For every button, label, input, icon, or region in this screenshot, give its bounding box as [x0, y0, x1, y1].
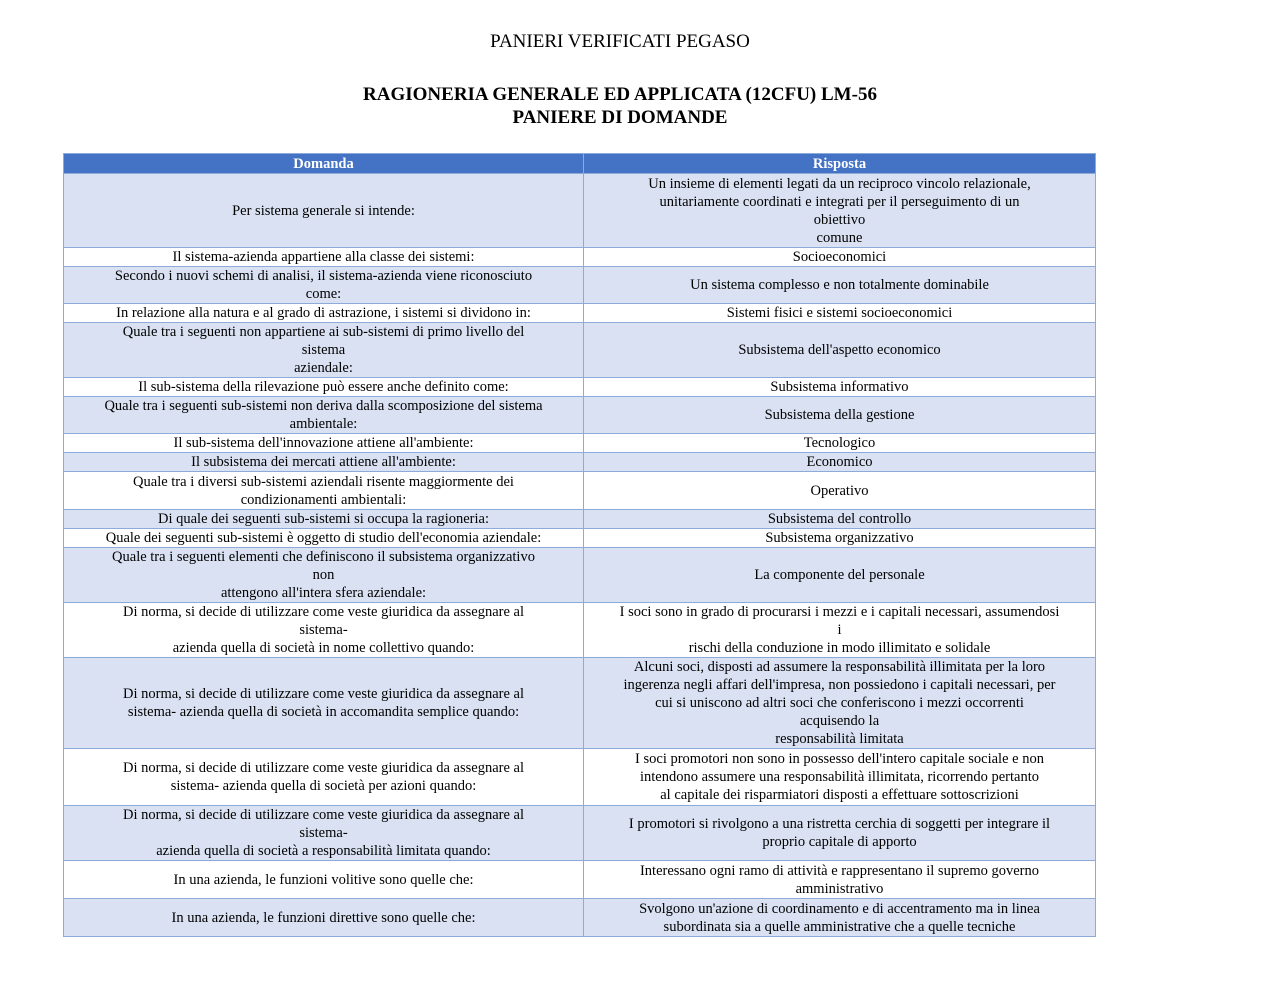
top-title: PANIERI VERIFICATI PEGASO: [490, 31, 750, 52]
question-cell: In una azienda, le funzioni volitive sono quelle che:: [64, 861, 584, 899]
answer-cell: Sistemi fisici e sistemi socioeconomici: [584, 304, 1096, 323]
question-cell: Secondo i nuovi schemi di analisi, il sistema-azienda viene riconosciuto come:: [64, 267, 584, 304]
question-table: [63, 153, 1096, 937]
question-cell: Quale tra i diversi sub-sistemi aziendali risente maggiormente dei condizionamenti ambientali:: [64, 472, 584, 510]
table-row: [64, 434, 1096, 453]
answer-cell: I soci promotori non sono in possesso dell'intero capitale sociale e non intendono assumere una responsabilità illimitata, ricorrendo pertanto al capitale dei risparmiatori disposti a effettuare sottoscrizioni: [584, 749, 1096, 806]
table-row: [64, 548, 1096, 603]
table-row: [64, 267, 1096, 304]
table-body: [64, 174, 1096, 937]
question-cell: Per sistema generale si intende:: [64, 174, 584, 248]
question-cell: Quale dei seguenti sub-sistemi è oggetto di studio dell'economia aziendale:: [64, 529, 584, 548]
answer-cell: Subsistema informativo: [584, 378, 1096, 397]
table-row: [64, 248, 1096, 267]
table-row: [64, 397, 1096, 434]
table-row: [64, 378, 1096, 397]
answer-cell: Socioeconomici: [584, 248, 1096, 267]
answer-cell: Operativo: [584, 472, 1096, 510]
question-cell: Il sistema-azienda appartiene alla classe dei sistemi:: [64, 248, 584, 267]
table-row: [64, 749, 1096, 806]
answer-cell: I promotori si rivolgono a una ristretta cerchia di soggetti per integrare il proprio capitale di apporto: [584, 806, 1096, 861]
question-cell: Quale tra i seguenti non appartiene ai sub-sistemi di primo livello del sistema aziendale:: [64, 323, 584, 378]
answer-cell: Subsistema della gestione: [584, 397, 1096, 434]
table-row: [64, 174, 1096, 248]
question-cell: In relazione alla natura e al grado di astrazione, i sistemi si dividono in:: [64, 304, 584, 323]
table-row: [64, 472, 1096, 510]
question-cell: Il sub-sistema dell'innovazione attiene all'ambiente:: [64, 434, 584, 453]
column-header-answer: Risposta: [584, 154, 1096, 174]
table-row: [64, 861, 1096, 899]
document-subtitle: PANIERE DI DOMANDE: [512, 107, 728, 128]
table-header-row: [64, 154, 1096, 174]
document-title: RAGIONERIA GENERALE ED APPLICATA (12CFU) LM-56: [363, 84, 877, 105]
question-cell: Di quale dei seguenti sub-sistemi si occupa la ragioneria:: [64, 510, 584, 529]
answer-cell: Un insieme di elementi legati da un reciproco vincolo relazionale, unitariamente coordinati e integrati per il perseguimento di un obiettivo comune: [584, 174, 1096, 248]
question-cell: Il sub-sistema della rilevazione può essere anche definito come:: [64, 378, 584, 397]
table-row: [64, 806, 1096, 861]
answer-cell: La componente del personale: [584, 548, 1096, 603]
question-cell: Di norma, si decide di utilizzare come veste giuridica da assegnare al sistema- azienda quella di società in accomandita semplice quando:: [64, 658, 584, 749]
table-row: [64, 453, 1096, 472]
answer-cell: Subsistema del controllo: [584, 510, 1096, 529]
question-cell: Di norma, si decide di utilizzare come veste giuridica da assegnare al sistema- azienda quella di società per azioni quando:: [64, 749, 584, 806]
answer-cell: Interessano ogni ramo di attività e rappresentano il supremo governo amministrativo: [584, 861, 1096, 899]
table-row: [64, 510, 1096, 529]
answer-cell: Alcuni soci, disposti ad assumere la responsabilità illimitata per la loro ingerenza negli affari dell'impresa, non possiedono i capitali necessari, per cui si uniscono ad altri soci che conferiscono i mezzi occorrenti acquisendo la responsabilità limitata: [584, 658, 1096, 749]
answer-cell: Subsistema dell'aspetto economico: [584, 323, 1096, 378]
question-cell: Di norma, si decide di utilizzare come veste giuridica da assegnare al sistema- azienda quella di società a responsabilità limitata quando:: [64, 806, 584, 861]
table-row: [64, 323, 1096, 378]
question-cell: Quale tra i seguenti sub-sistemi non deriva dalla scomposizione del sistema ambientale:: [64, 397, 584, 434]
table-row: [64, 304, 1096, 323]
question-cell: In una azienda, le funzioni direttive sono quelle che:: [64, 899, 584, 937]
answer-cell: I soci sono in grado di procurarsi i mezzi e i capitali necessari, assumendosi i rischi della conduzione in modo illimitato e solidale: [584, 603, 1096, 658]
answer-cell: Tecnologico: [584, 434, 1096, 453]
column-header-question: Domanda: [64, 154, 584, 174]
table-row: [64, 603, 1096, 658]
answer-cell: Subsistema organizzativo: [584, 529, 1096, 548]
question-cell: Di norma, si decide di utilizzare come veste giuridica da assegnare al sistema- azienda quella di società in nome collettivo quando:: [64, 603, 584, 658]
answer-cell: Un sistema complesso e non totalmente dominabile: [584, 267, 1096, 304]
answer-cell: Svolgono un'azione di coordinamento e di accentramento ma in linea subordinata sia a quelle amministrative che a quelle tecniche: [584, 899, 1096, 937]
question-cell: Il subsistema dei mercati attiene all'ambiente:: [64, 453, 584, 472]
table-row: [64, 529, 1096, 548]
answer-cell: Economico: [584, 453, 1096, 472]
question-cell: Quale tra i seguenti elementi che definiscono il subsistema organizzativo non attengono all'intera sfera aziendale:: [64, 548, 584, 603]
table-row: [64, 899, 1096, 937]
table-row: [64, 658, 1096, 749]
